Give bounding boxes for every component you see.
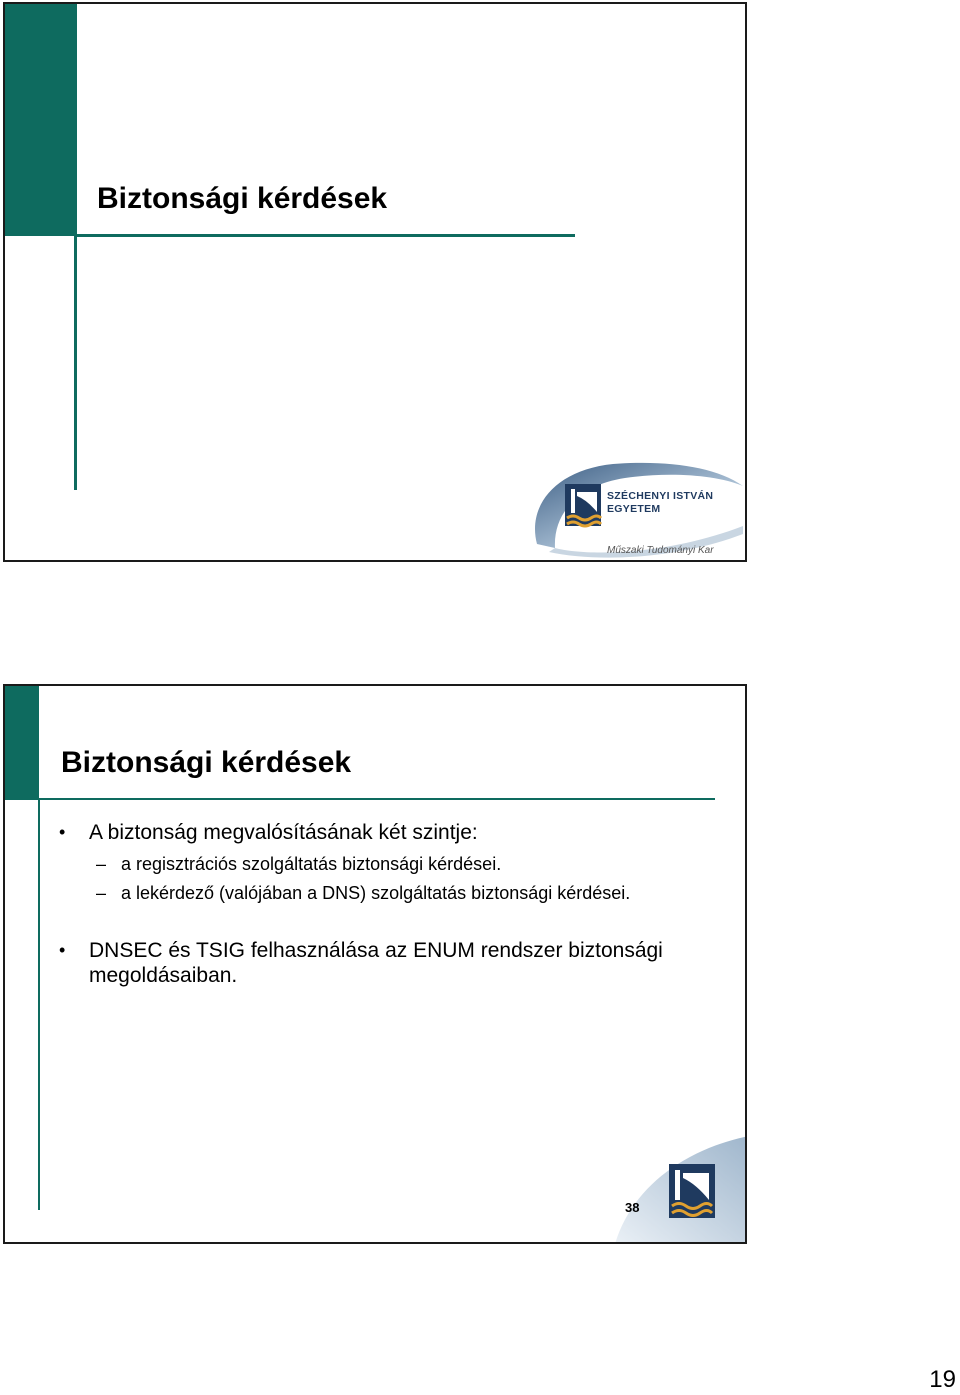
university-logo-icon <box>669 1164 715 1218</box>
accent-horizontal-line <box>39 798 715 800</box>
logo-name-line2: EGYETEM <box>607 503 661 515</box>
slide-title: Biztonsági kérdések <box>61 746 352 779</box>
accent-bar <box>5 686 39 800</box>
bullet-item <box>59 938 709 988</box>
accent-bar <box>5 4 77 236</box>
bullet-mark: • <box>59 822 66 842</box>
slide-title: Biztonsági kérdések <box>97 182 388 215</box>
sub-bullet-mark: – <box>96 854 107 874</box>
university-logo <box>525 456 747 562</box>
page-number: 19 <box>929 1366 956 1393</box>
bullet-item <box>59 820 709 845</box>
sub-bullet-text: a lekérdező (valójában a DNS) szolgáltatás biztonsági kérdései. <box>121 883 631 903</box>
bullet-text: A biztonság megvalósításának két szintje: <box>89 821 478 844</box>
bullet-text: DNSEC és TSIG felhasználása az ENUM rendszer biztonsági megoldásaiban. <box>89 939 663 987</box>
accent-vertical-line <box>74 236 77 490</box>
logo-faculty: Műszaki Tudományi Kar <box>607 545 714 556</box>
accent-vertical-line <box>38 800 40 1210</box>
slide-1 <box>3 2 747 562</box>
sub-bullet-item <box>96 853 701 875</box>
slide-2 <box>3 684 747 1244</box>
accent-horizontal-line <box>77 234 575 237</box>
logo-name-line1: SZÉCHENYI ISTVÁN <box>607 490 714 502</box>
sub-bullet-mark: – <box>96 883 107 903</box>
slide-number: 38 <box>625 1200 640 1215</box>
bullet-mark: • <box>59 940 66 960</box>
sub-bullet-text: a regisztrációs szolgáltatás biztonsági kérdései. <box>121 854 502 874</box>
sub-bullet-item <box>96 882 701 904</box>
